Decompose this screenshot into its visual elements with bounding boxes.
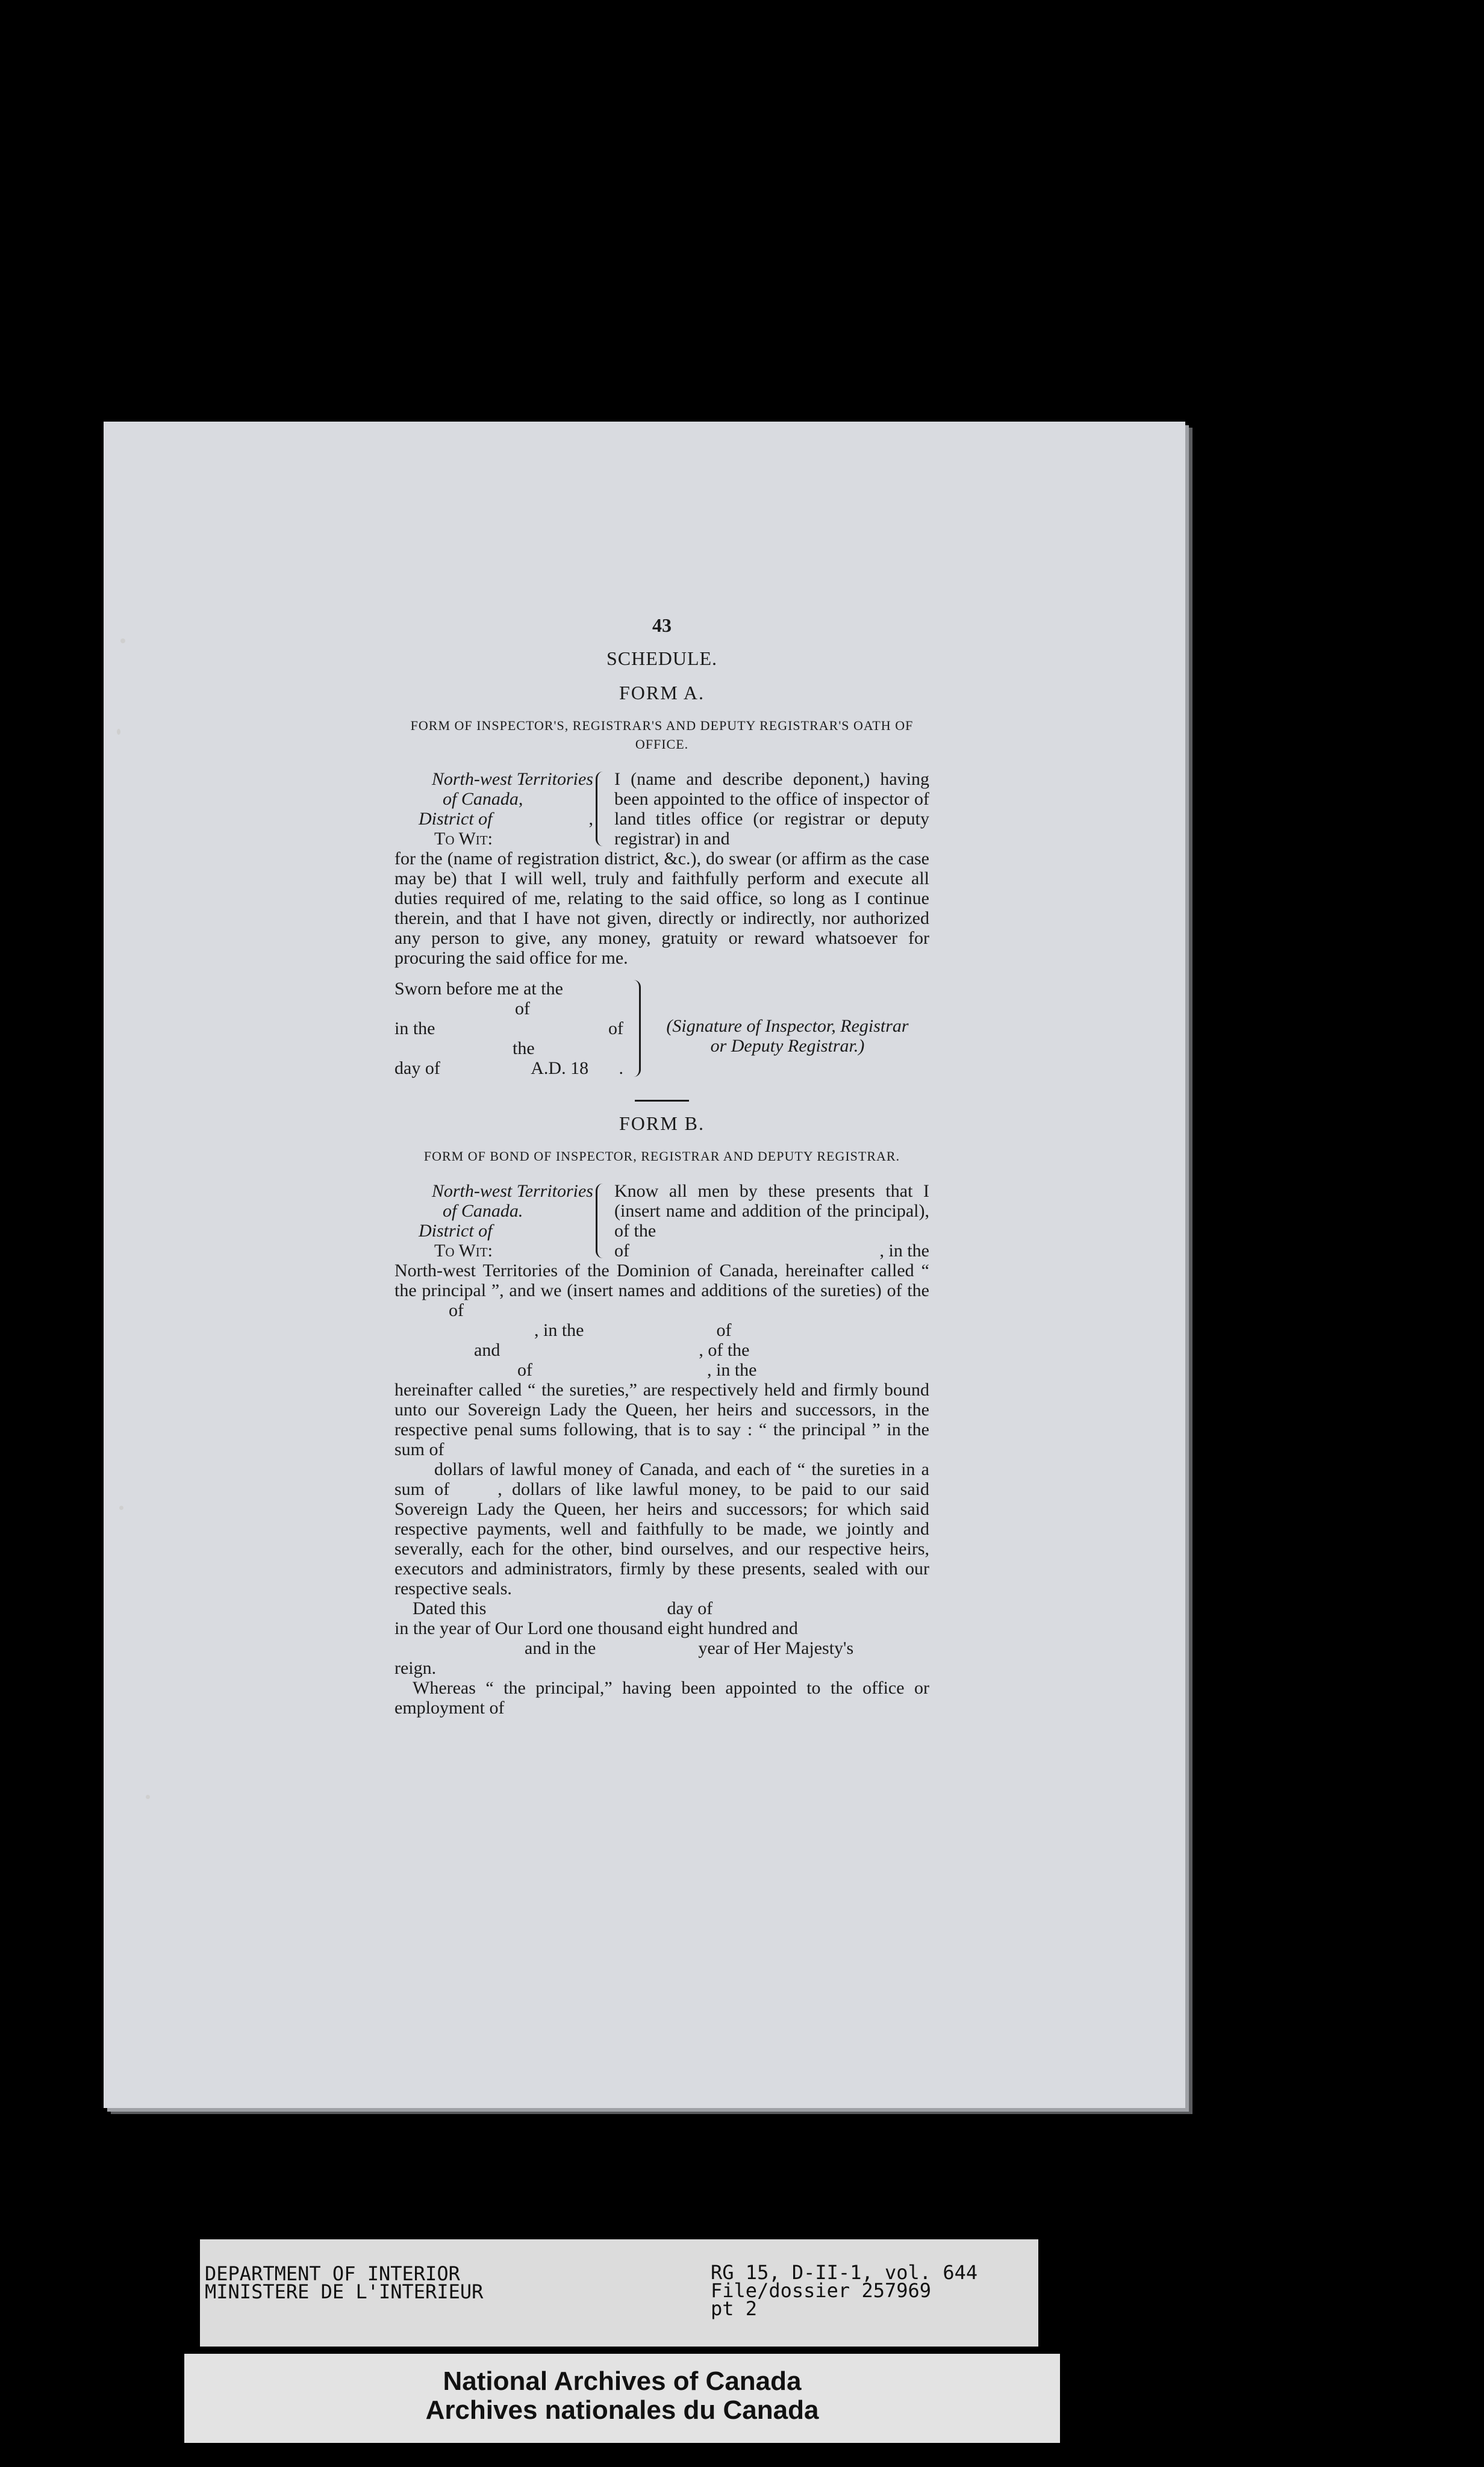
form-a-venue-block	[394, 769, 929, 849]
reference-line: File/dossier 257969	[711, 2279, 932, 2302]
archive-name-en: National Archives of Canada	[443, 2366, 802, 2396]
form-a-title: FORM A.	[619, 682, 705, 703]
archive-footer	[184, 2354, 1060, 2443]
document-page	[104, 422, 1185, 2108]
venue-line: of Canada.	[443, 1201, 523, 1221]
sworn-line: A.D. 18	[531, 1058, 589, 1078]
venue-line: District of	[419, 809, 493, 829]
blank-of-the: , of the	[699, 1340, 750, 1360]
form-b-body-1	[394, 1261, 929, 1320]
schedule-heading: SCHEDULE.	[606, 647, 718, 669]
sworn-lines	[394, 979, 623, 1078]
blank-of: of	[614, 1241, 629, 1261]
form-b-text: , dollars of like lawful money, to be paid to our said Sovereign Lady the Queen, her heirs and successors; for which said respective payments, well and faithfully to be made, we jointly and severally, each for the other, bind ourselves, and our respective heirs, executors and administrators, firmly by these presents, sealed with our respective seals.	[394, 1479, 930, 1598]
form-b-text: dollars of lawful money of Canada, and each of “ the sureties in a sum of	[394, 1459, 929, 1499]
form-b-line	[394, 1320, 929, 1340]
blank-in-the: , in the	[879, 1241, 929, 1261]
sworn-line: day of	[394, 1058, 440, 1078]
venue-line: To Wit:	[434, 1241, 493, 1261]
blank-of: of	[716, 1320, 732, 1340]
sworn-line: .	[619, 1058, 623, 1078]
blank-in-the: , in the	[534, 1320, 584, 1340]
archive-name-fr: Archives nationales du Canada	[425, 2395, 819, 2425]
department-en: DEPARTMENT OF INTERIOR	[205, 2262, 460, 2285]
form-b-line	[394, 1360, 929, 1380]
venue-line: North-west Territories	[431, 769, 593, 789]
form-b-subtitle: FORM OF BOND OF INSPECTOR, REGISTRAR AND DEPUTY REGISTRAR.	[423, 1149, 900, 1164]
blank-and-in-the: and in the	[525, 1638, 596, 1658]
blank-and: and	[474, 1340, 500, 1360]
signature-block	[646, 979, 929, 1078]
sworn-line: Sworn before me at the	[394, 979, 563, 999]
page-content	[394, 614, 929, 1718]
blank-of: of	[449, 1300, 464, 1320]
form-b-whereas: Whereas “ the principal,” having been appointed to the office or employment of	[394, 1678, 929, 1718]
brace-icon	[596, 1184, 608, 1258]
scan-speck	[119, 1506, 123, 1510]
signature-line: (Signature of Inspector, Registrar	[666, 1016, 909, 1036]
form-b-opening-block	[614, 1181, 929, 1261]
form-b-title: FORM B.	[619, 1112, 705, 1134]
venue-line: To Wit:	[434, 829, 493, 849]
scan-speck	[146, 1795, 150, 1799]
department-fr: MINISTERE DE L'INTERIEUR	[205, 2280, 484, 2303]
form-b-opening: Know all men by these presents that I (insert name and addition of the principal), of the	[614, 1181, 929, 1241]
venue-line: District of	[419, 1221, 493, 1241]
brace-icon	[596, 772, 608, 846]
brace-icon	[628, 980, 641, 1077]
dated-label: Dated this	[413, 1598, 487, 1618]
form-a-body: for the (name of registration district, &c.), do swear (or affirm as the case may be) that I will well, truly and faithfully perform and execute all duties required of me, relating to the said office, so long as I continue therein, and that I have not given, directly or indirectly, nor authorized any person to give, any money, gratuity or reward whatsoever for procuring the said office for me.	[394, 849, 929, 968]
form-b-venue	[394, 1181, 593, 1261]
reference-line: RG 15, D-II-1, vol. 644	[711, 2261, 978, 2284]
form-b-text: North-west Territories of the Dominion of Canada, hereinafter called “ the principal ”, and we (insert names and additions of the sureties) of the	[394, 1261, 929, 1300]
form-b-line	[394, 1340, 929, 1360]
form-b-dated	[394, 1598, 929, 1618]
blank-of: of	[517, 1360, 532, 1380]
form-a-sworn-block	[394, 979, 929, 1078]
department-label	[205, 2262, 484, 2303]
form-a-opening: I (name and describe deponent,) having been appointed to the office of inspector of land titles office (or registrar or deputy registrar) in and	[614, 769, 929, 849]
scan-speck	[117, 729, 120, 735]
blank-in-the: , in the	[707, 1360, 757, 1380]
form-b-body-2: hereinafter called “ the sureties,” are respectively held and firmly bound unto our Sovereign Lady the Queen, her heirs and successors, in the respective penal sums following, that is to say : “ the principal ” in the sum of	[394, 1380, 929, 1459]
sworn-line: of	[608, 1018, 623, 1038]
blank-day-of: day of	[667, 1598, 713, 1618]
section-divider	[635, 1100, 689, 1102]
sworn-line: of	[515, 999, 530, 1018]
venue-line: North-west Territories	[431, 1181, 593, 1201]
form-a-subtitle: FORM OF INSPECTOR'S, REGISTRAR'S AND DEPUTY REGISTRAR'S OATH OF OFFICE.	[410, 718, 914, 752]
reference-line: pt 2	[711, 2297, 758, 2320]
form-b-venue-block	[394, 1181, 929, 1261]
form-b-body-3	[394, 1459, 929, 1598]
reference-label	[711, 2263, 977, 2318]
archive-label	[200, 2239, 1038, 2347]
signature-line: or Deputy Registrar.)	[710, 1036, 865, 1056]
form-b-year-line: in the year of Our Lord one thousand eight hundred and	[394, 1618, 798, 1638]
majesty-label: year of Her Majesty's	[698, 1638, 854, 1658]
form-a-venue	[394, 769, 593, 849]
scan-speck	[120, 638, 125, 643]
sworn-line: the	[513, 1038, 535, 1058]
sworn-line: in the	[394, 1018, 435, 1038]
page-number: 43	[652, 614, 672, 636]
venue-comma: ,	[588, 809, 593, 829]
venue-line: of Canada,	[443, 789, 523, 809]
form-b-reign-line	[394, 1638, 929, 1658]
form-b-reign: reign.	[394, 1658, 437, 1678]
